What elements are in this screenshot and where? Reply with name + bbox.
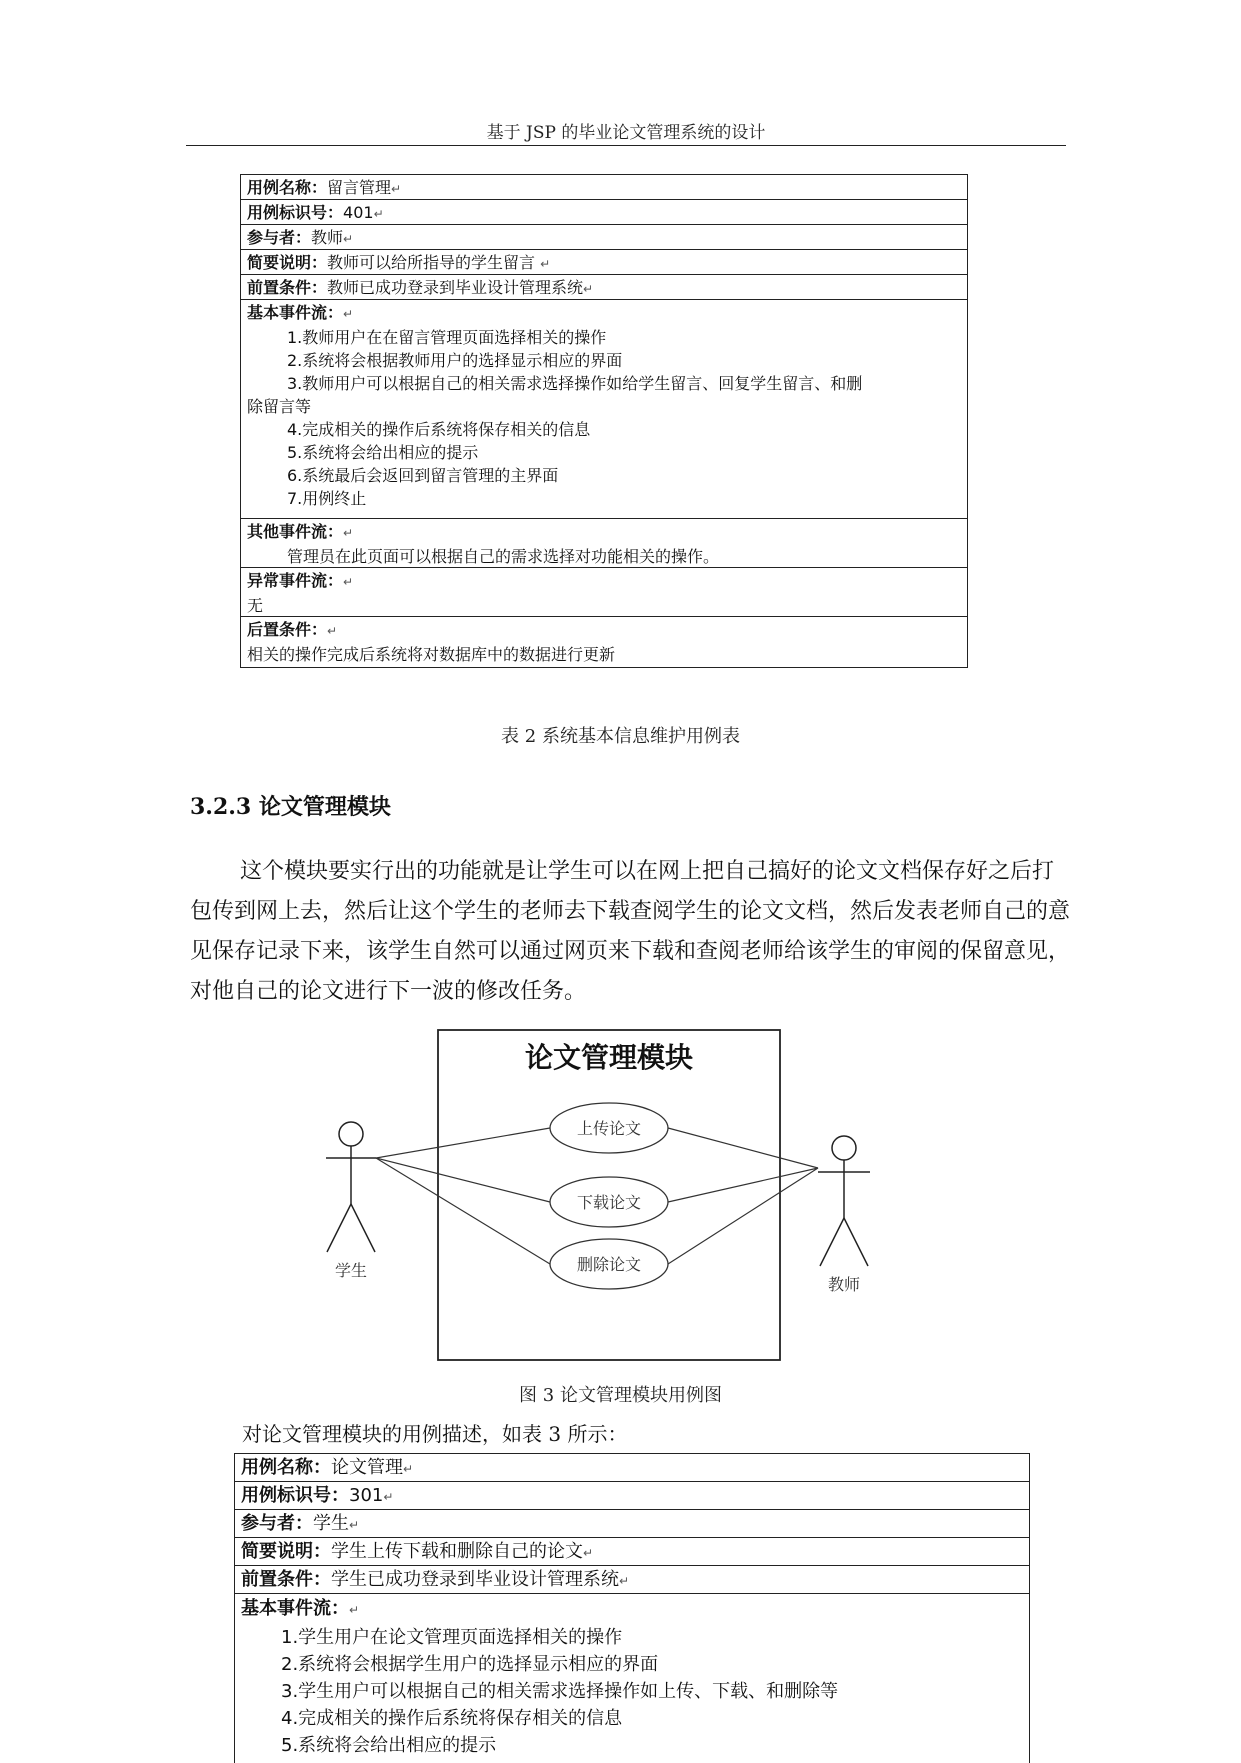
use-case-table-2 — [234, 1453, 1030, 1763]
figure-caption: 图 3 论文管理模块用例图 — [519, 1385, 722, 1406]
actor-student-label: 学生 — [334, 1261, 368, 1280]
exception-text: 无 — [247, 596, 264, 615]
table1-row-summary: 简要说明：教师可以给所指导的学生留言 ↵ — [241, 249, 967, 274]
exception-label: 异常事件流： — [247, 571, 344, 590]
flow-step: 2.系统将会根据学生用户的选择显示相应的界面 — [281, 1654, 659, 1675]
table2-basic-flow: 基本事件流：↵ 1.学生用户在论文管理页面选择相关的操作 2.系统将会根据学生用户的选择显示相应的界面 3.学生用户可以根据自己的相关需求选择操作如上传、下载、和删除等 4.完成相关的操作后系统将保存相关的信息 5.系统将会给出相应的提示 — [235, 1593, 1029, 1763]
table2-row-precondition: 前置条件：学生已成功登录到毕业设计管理系统↵ — [235, 1565, 1029, 1593]
table1-row-id: 用例标识号：401↵ — [241, 199, 967, 224]
table1-exception-flow: 异常事件流：↵ 无 — [241, 567, 967, 616]
flow-step: 5.系统将会给出相应的提示 — [281, 1735, 497, 1756]
flow-step: 3.学生用户可以根据自己的相关需求选择操作如上传、下载、和删除等 — [281, 1681, 839, 1702]
row-value: 学生已成功登录到毕业设计管理系统 — [331, 1569, 619, 1590]
table-caption: 表 2 系统基本信息维护用例表 — [501, 726, 740, 747]
table2-intro: 对论文管理模块的用例描述，如表 3 所示： — [242, 1422, 628, 1446]
row-value: 留言管理 — [327, 178, 392, 197]
row-label: 简要说明： — [241, 1541, 331, 1562]
use-case-delete-label: 删除论文 — [576, 1255, 642, 1274]
row-label: 用例标识号： — [247, 203, 344, 222]
table1-basic-flow: 基本事件流：↵ 1.教师用户在在留言管理页面选择相关的操作 2.系统将会根据教师用户的选择显示相应的界面 3.教师用户可以根据自己的相关需求选择操作如给学生留言、回复学生留言、和删 除留言等 4.完成相关的操作后系统将保存相关的信息 5.系统将会给出相应的提示 6.系统最后会返回到留言管理的主界面 7.用例终止 — [241, 299, 967, 518]
use-case-upload-label: 上传论文 — [576, 1119, 642, 1138]
flow-step: 2.系统将会根据教师用户的选择显示相应的界面 — [287, 351, 623, 370]
paragraph-text: 这个模块要实行出的功能就是让学生可以在网上把自己搞好的论文文档保存好之后打包传到网上去，然后让这个学生的老师去下载查阅学生的论文文档，然后发表老师自己的意见保存记录下来，该学生自然可以通过网页来下载和查阅老师给该学生的审阅的保留意见，对他自己的论文进行下一波的修改任务。 — [190, 859, 1071, 1004]
row-label: 参与者： — [241, 1513, 313, 1534]
table2-row-actor: 参与者：学生↵ — [235, 1509, 1029, 1537]
table1-other-flow: 其他事件流：↵ 管理员在此页面可以根据自己的需求选择对功能相关的操作。 — [241, 518, 967, 567]
flow-step: 4.完成相关的操作后系统将保存相关的信息 — [287, 420, 591, 439]
table1-row-actor: 参与者：教师↵ — [241, 224, 967, 249]
row-value: 学生上传下载和删除自己的论文 — [331, 1541, 583, 1562]
flow-step: 5.系统将会给出相应的提示 — [287, 443, 479, 462]
table1-postcondition: 后置条件：↵ 相关的操作完成后系统将对数据库中的数据进行更新 — [241, 616, 967, 666]
row-label: 前置条件： — [241, 1569, 331, 1590]
flow-step: 7.用例终止 — [287, 489, 367, 508]
row-label: 简要说明： — [247, 253, 328, 272]
actor-teacher-label: 教师 — [827, 1275, 861, 1294]
use-case-download-label: 下载论文 — [576, 1193, 642, 1212]
table1-row-precondition: 前置条件：教师已成功登录到毕业设计管理系统↵ — [241, 274, 967, 299]
section-heading: 3.2.3 论文管理模块 — [190, 794, 391, 820]
row-label: 用例名称： — [247, 178, 328, 197]
row-value: 教师已成功登录到毕业设计管理系统 — [327, 278, 584, 297]
flow-step: 3.教师用户可以根据自己的相关需求选择操作如给学生留言、回复学生留言、和删 — [287, 374, 863, 393]
row-value: 301 — [349, 1485, 384, 1506]
table2-row-summary: 简要说明：学生上传下载和删除自己的论文↵ — [235, 1537, 1029, 1565]
table1-row-name: 用例名称：留言管理↵ — [241, 174, 967, 199]
flow-step: 1.学生用户在论文管理页面选择相关的操作 — [281, 1627, 623, 1648]
row-value: 401 — [343, 203, 374, 222]
table2-row-name: 用例名称：论文管理↵ — [235, 1453, 1029, 1481]
row-label: 前置条件： — [247, 278, 328, 297]
basic-flow-label: 基本事件流： — [241, 1598, 349, 1619]
post-label: 后置条件： — [247, 620, 328, 639]
row-label: 用例名称： — [241, 1457, 331, 1478]
row-value: 教师可以给所指导的学生留言 — [327, 253, 541, 272]
other-flow-label: 其他事件流： — [247, 522, 344, 541]
page-header: 基于 JSP 的毕业论文管理系统的设计 — [486, 123, 766, 143]
row-label: 参与者： — [247, 228, 312, 247]
flow-step: 1.教师用户在在留言管理页面选择相关的操作 — [287, 328, 607, 347]
table2-row-id: 用例标识号：301↵ — [235, 1481, 1029, 1509]
flow-step: 4.完成相关的操作后系统将保存相关的信息 — [281, 1708, 623, 1729]
actor-teacher — [818, 1136, 870, 1266]
diagram-title: 论文管理模块 — [524, 1041, 694, 1074]
row-value: 教师 — [311, 228, 344, 247]
flow-step-continued: 除留言等 — [247, 397, 312, 416]
post-text: 相关的操作完成后系统将对数据库中的数据进行更新 — [247, 645, 616, 664]
row-value: 学生 — [313, 1513, 349, 1534]
basic-flow-label: 基本事件流： — [247, 303, 344, 322]
actor-student — [326, 1122, 376, 1252]
row-value: 论文管理 — [331, 1457, 403, 1478]
flow-step: 6.系统最后会返回到留言管理的主界面 — [287, 466, 559, 485]
other-flow-text: 管理员在此页面可以根据自己的需求选择对功能相关的操作。 — [287, 547, 720, 566]
row-label: 用例标识号： — [241, 1485, 349, 1506]
